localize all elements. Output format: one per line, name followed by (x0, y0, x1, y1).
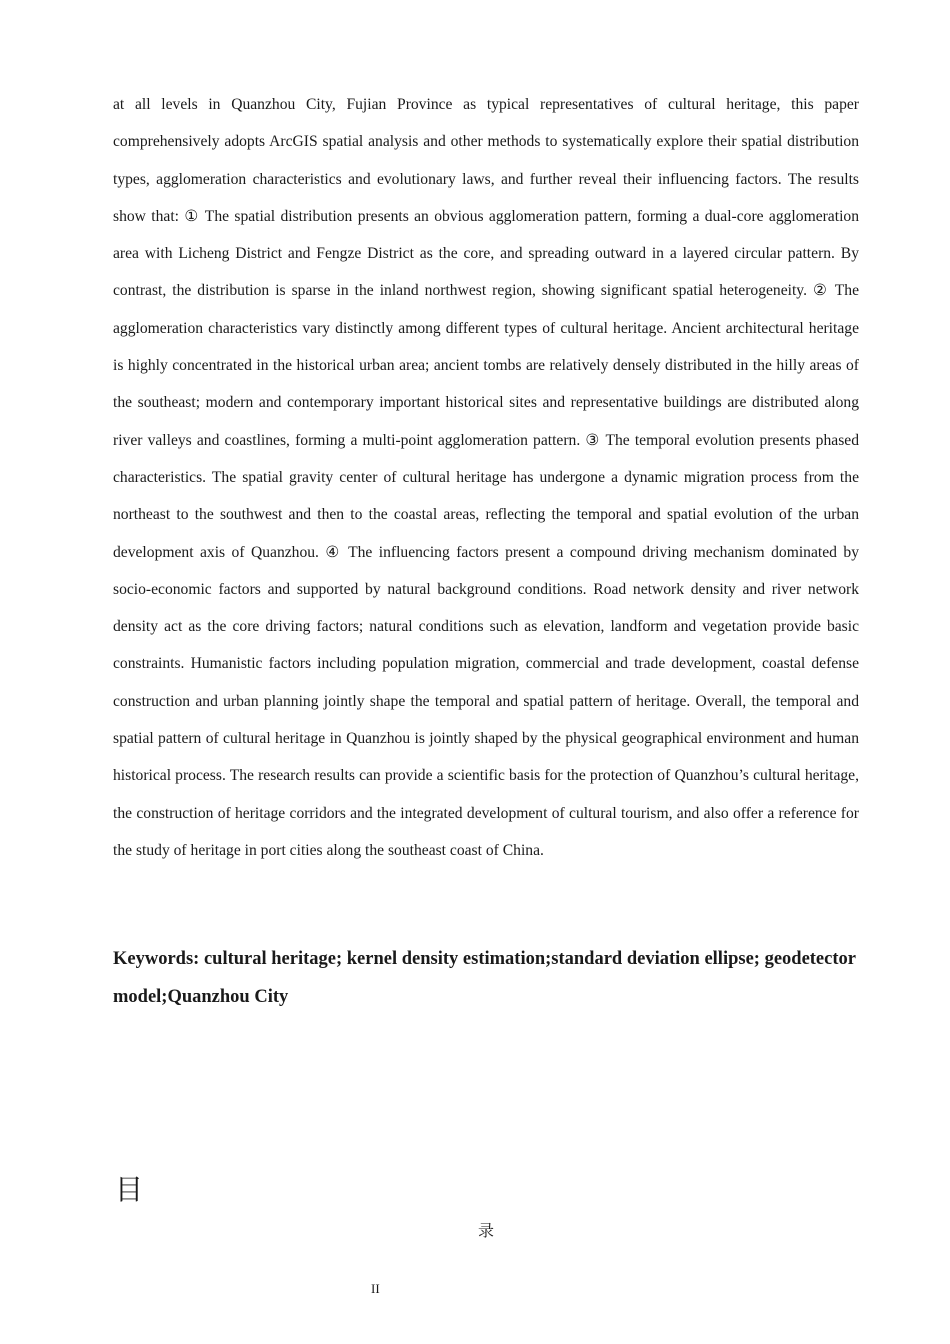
toc-heading-first-char: 目 (115, 1173, 144, 1206)
page-number: II (371, 1281, 380, 1296)
toc-heading-second-char: 录 (478, 1221, 495, 1240)
keywords-line: Keywords: cultural heritage; kernel density estimation;standard deviation ellipse; geodetector model;Quanzhou City (113, 949, 856, 1007)
abstract-paragraph: at all levels in Quanzhou City, Fujian Province as typical representatives of cultural heritage, this paper comprehensively adopts ArcGIS spatial analysis and other methods to systematically explore their spatial distribution types, agglomeration characteristics and evolutionary laws, and further reveal their influencing factors. The results show that: ① The spatial distribution presents an obvious agglomeration pattern, forming a dual-core agglomeration area with Licheng District and Fengze District as the core, and spreading outward in a layered circular pattern. By contrast, the distribution is sparse in the inland northwest region, showing significant spatial heterogeneity. ② The agglomeration characteristics vary distinctly among different types of cultural heritage. Ancient architectural heritage is highly concentrated in the historical urban area; ancient tombs are relatively densely distributed in the hilly areas of the southeast; modern and contemporary important historical sites and representative buildings are distributed along river valleys and coastlines, forming a multi-point agglomeration pattern. ③ The temporal evolution presents phased characteristics. The spatial gravity center of cultural heritage has undergone a dynamic migration process from the northeast to the southwest and then to the coastal areas, reflecting the temporal and spatial evolution of the urban development axis of Quanzhou. ④ The influencing factors present a compound driving mechanism dominated by socio-economic factors and supported by natural background conditions. Road network density and river network density act as the core driving factors; natural conditions such as elevation, landform and vegetation provide basic constraints. Humanistic factors including population migration, commercial and trade development, coastal defense construction and urban planning jointly shape the temporal and spatial pattern of heritage. Overall, the temporal and spatial pattern of cultural heritage in Quanzhou is jointly shaped by the physical geographical environment and human historical process. The research results can provide a scientific basis for the protection of Quanzhou’s cultural heritage, the construction of heritage corridors and the integrated development of cultural tourism, and also offer a reference for the study of heritage in port cities along the southeast coast of China. (113, 96, 859, 859)
